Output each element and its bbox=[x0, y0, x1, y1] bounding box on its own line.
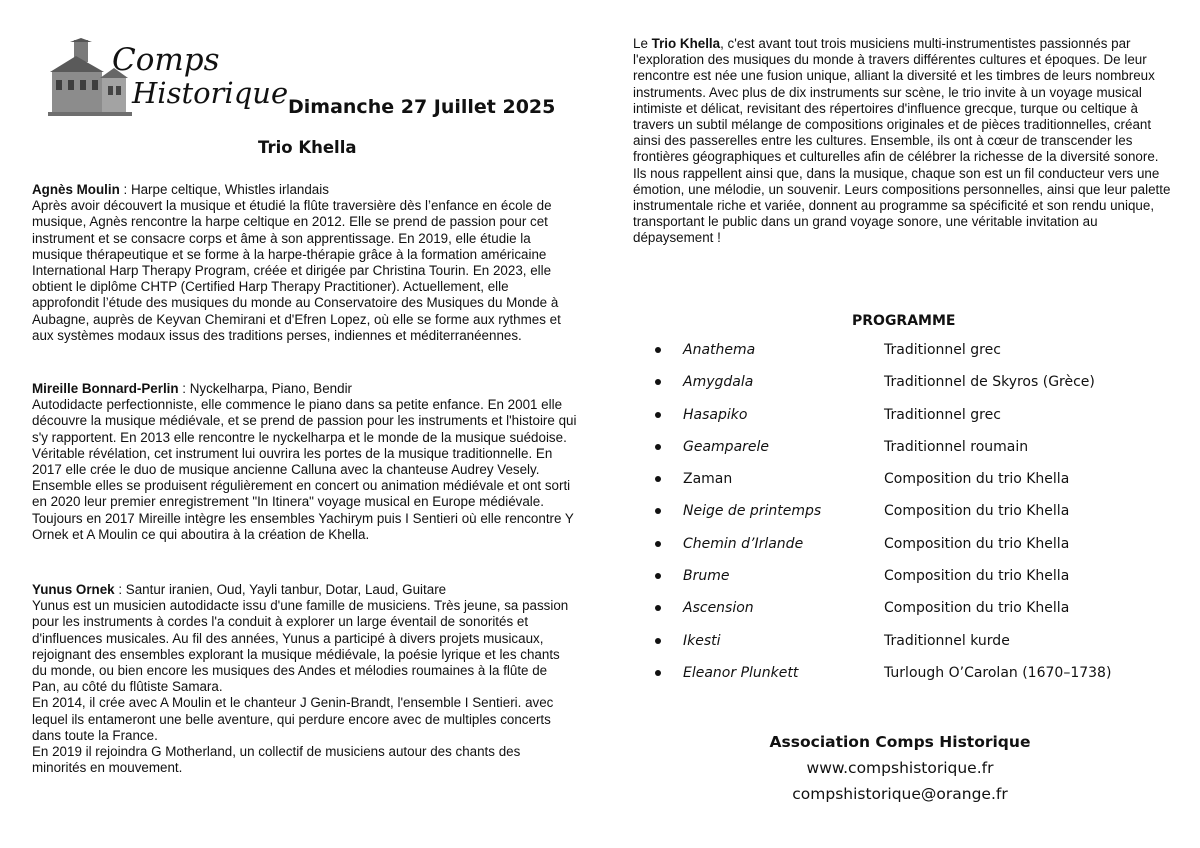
page-title: Trio Khella bbox=[258, 138, 357, 157]
association-name: Association Comps Historique bbox=[769, 733, 1031, 751]
programme-piece: Neige de printemps bbox=[683, 503, 822, 520]
bullet-icon bbox=[655, 476, 661, 482]
musician-name: Agnès Moulin bbox=[32, 182, 120, 197]
musician-bio-3 bbox=[32, 582, 577, 776]
programme-origin: Composition du trio Khella bbox=[884, 503, 1070, 520]
musician-instruments: : Nyckelharpa, Piano, Bendir bbox=[178, 381, 353, 396]
programme-origin: Traditionnel grec bbox=[884, 342, 1001, 358]
programme-item bbox=[655, 471, 1175, 503]
intro-trio-name: Trio Khella bbox=[651, 36, 721, 51]
musician-name: Mireille Bonnard-Perlin bbox=[32, 381, 179, 396]
musician-bio-text: En 2019 il rejoindra G Motherland, un collectif de musiciens autour des chants des minorités en mouvement. bbox=[32, 744, 521, 776]
programme-item bbox=[655, 407, 1175, 439]
programme-origin: Traditionnel kurde bbox=[884, 632, 1010, 649]
programme-item bbox=[655, 600, 1175, 632]
programme-item bbox=[655, 665, 1175, 697]
bullet-icon bbox=[655, 670, 661, 676]
bullet-icon bbox=[655, 605, 661, 611]
programme-piece: Brume bbox=[683, 568, 730, 585]
musician-bio-2 bbox=[32, 381, 577, 543]
programme-item bbox=[655, 439, 1175, 471]
event-date: Dimanche 27 Juillet 2025 bbox=[288, 96, 556, 118]
programme-origin: Turlough O’Carolan (1670–1738) bbox=[884, 664, 1112, 681]
musician-bio-text: Yunus est un musicien autodidacte issu d'une famille de musiciens. Très jeune, sa passion pour les instruments à cordes l'a conduit à explorer un large éventail de sonorités et d'influences musicales. Au fil des années, Yunus a participé à divers projets musicaux, rejoignant des ensembles explorant la musique médiévale, la poésie lyrique et les chants du monde, ou bien encore les musiques des Andes et mélodies roumaines à la flûte de Pan, au côté du flûtiste Samara. bbox=[32, 598, 569, 695]
programme-origin: Traditionnel roumain bbox=[884, 438, 1029, 455]
programme-item bbox=[655, 503, 1175, 535]
programme-item bbox=[655, 536, 1175, 568]
programme-item bbox=[655, 342, 1175, 374]
logo bbox=[46, 38, 289, 118]
bullet-icon bbox=[655, 638, 661, 644]
intro-prefix: Le bbox=[633, 36, 652, 51]
programme-origin: Composition du trio Khella bbox=[884, 471, 1070, 488]
programme-piece: Anathema bbox=[683, 342, 756, 358]
programme-piece: Ikesti bbox=[683, 632, 721, 649]
bullet-icon bbox=[655, 347, 661, 353]
programme-piece: Zaman bbox=[683, 471, 733, 488]
programme-piece: Ascension bbox=[683, 600, 754, 617]
bullet-icon bbox=[655, 541, 661, 547]
association-website[interactable]: www.compshistorique.fr bbox=[806, 759, 994, 777]
musician-bio-1 bbox=[32, 182, 577, 344]
logo-line1: Comps bbox=[112, 42, 220, 78]
programme-piece: Chemin d’Irlande bbox=[683, 535, 804, 552]
bullet-icon bbox=[655, 379, 661, 385]
programme-piece: Amygdala bbox=[683, 374, 754, 391]
musician-name: Yunus Ornek bbox=[32, 582, 115, 597]
programme-list bbox=[655, 342, 1175, 697]
programme-item bbox=[655, 374, 1175, 406]
bullet-icon bbox=[655, 444, 661, 450]
logo-line2: Historique bbox=[132, 76, 289, 110]
programme-title: PROGRAMME bbox=[852, 313, 956, 329]
programme-origin: Composition du trio Khella bbox=[884, 568, 1070, 585]
programme-origin: Traditionnel de Skyros (Grèce) bbox=[884, 374, 1095, 391]
association-email[interactable]: compshistorique@orange.fr bbox=[792, 785, 1008, 803]
programme-piece: Hasapiko bbox=[683, 406, 748, 423]
bullet-icon bbox=[655, 573, 661, 579]
programme-item bbox=[655, 633, 1175, 665]
musician-instruments: : Santur iranien, Oud, Yayli tanbur, Dotar, Laud, Guitare bbox=[114, 582, 447, 597]
programme-origin: Composition du trio Khella bbox=[884, 600, 1070, 617]
musician-bio-text: Autodidacte perfectionniste, elle commence le piano dans sa petite enfance. En 2001 elle découvre la musique médiévale, et se prend de passion pour les instruments et l'histoire qui s'y rapportent. En 2013 elle rencontre le nyckelharpa et le monde de la musique suédoise. Véritable révélation, cet instrument lui ouvrira les portes de la musique traditionnelle. En 2017 elle crée le duo de musique ancienne Calluna avec la chanteuse Audrey Vesely. Ensemble elles se produisent régulièrement en concert ou animation médiévale et ont sorti en 2020 leur premier enregistrement "In Itinera" voyage musical en Europe médiévale. Toujours en 2017 Mireille intègre les ensembles Yachirym puis I Sentieri où elle rencontre Y Ornek et A Moulin ce qui aboutira à la création de Khella. bbox=[32, 397, 577, 542]
musician-bio-text: En 2014, il crée avec A Moulin et le chanteur J Genin-Brandt, l'ensemble I Sentieri. avec lequel ils entameront une belle aventure, qui perdure encore avec de multiples concerts dans toute la France. bbox=[32, 695, 554, 743]
trio-intro bbox=[633, 36, 1173, 247]
bullet-icon bbox=[655, 508, 661, 514]
programme-origin: Composition du trio Khella bbox=[884, 535, 1070, 552]
programme-piece: Geamparele bbox=[683, 438, 770, 455]
association-footer bbox=[700, 729, 1100, 807]
programme-origin: Traditionnel grec bbox=[884, 406, 1001, 423]
musician-instruments: : Harpe celtique, Whistles irlandais bbox=[119, 182, 329, 197]
musician-bio-text: Après avoir découvert la musique et étudié la flûte traversière dès l’enfance en école de musique, Agnès rencontre la harpe celtique en 2012. Elle se prend de passion pour cet instrument et se consacre corps et âme à son apprentissage. En 2019, elle étudie la musique thérapeutique et se forme à la harpe-thérapie grâce à la formation américaine International Harp Therapy Program, créée et dirigée par Christina Tourin. En 2023, elle obtient le diplôme CHTP (Certified Harp Therapy Practitioner). Actuellement, elle approfondit l’étude des musiques du monde au Conservatoire des Musiques du Monde à Aubagne, auprès de Keyvan Chemirani et d'Efren Lopez, où elle se forme aux rythmes et aux systèmes modaux issus des traditions perses, indiennes et méditerranéennes. bbox=[32, 198, 561, 343]
programme-item bbox=[655, 568, 1175, 600]
bullet-icon bbox=[655, 412, 661, 418]
intro-text: , c'est avant tout trois musiciens multi-instrumentistes passionnés par l'exploration des musiques du monde à travers différentes cultures et époques. De leur rencontre est née une fusion unique, alliant la diversité et les timbres de leurs nombreux instruments. Avec plus de dix instruments sur scène, le trio invite à un voyage musical intimiste et délicat, revisitant des répertoires d'influence grecque, turque ou celtique à travers un subtil mélange de compositions originales et de pièces traditionnelles, créant ainsi des passerelles entre les cultures. Ensemble, ils ont à cœur de transcender les frontières géographiques et culturelles afin de célébrer la richesse de la diversité sonore. Ils nous rappellent ainsi que, dans la musique, chaque son est un fil conducteur vers une émotion, une mélodie, un souvenir. Leurs compositions personnelles, ainsi que leur palette instrumentale riche et variée, donnent au programme sa spécificité et son rendu unique, transportant le public dans un grand voyage sonore, une véritable invitation au dépaysement ! bbox=[633, 36, 1171, 246]
programme-piece: Eleanor Plunkett bbox=[683, 664, 799, 681]
